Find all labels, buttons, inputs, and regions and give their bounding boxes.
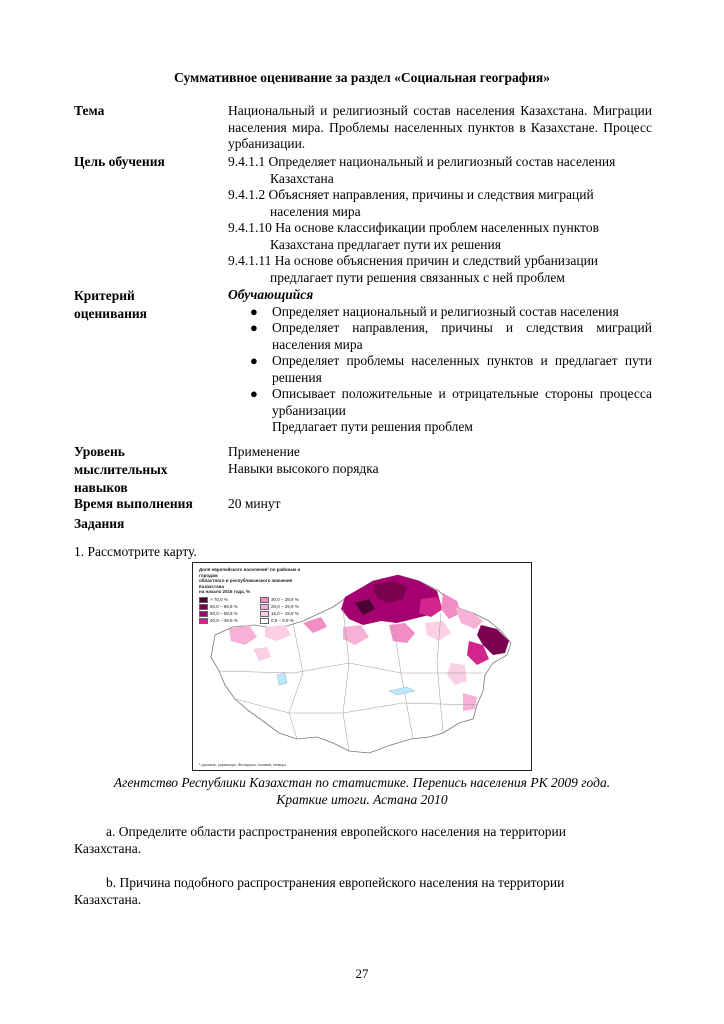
legend-title-line: Доля европейского населения¹ по районам и городам	[199, 567, 301, 578]
legend-label: 15,0 – 19,9 %	[271, 610, 299, 616]
question-b-text: b. Причина подобного распространения европейского населения на территории	[106, 875, 565, 890]
legend-title-line: на начало 2016 года, %	[199, 589, 251, 594]
tasks-label: Задания	[74, 516, 125, 531]
legend-swatch	[260, 604, 269, 610]
level-label-line: навыков	[74, 480, 128, 495]
level-label	[74, 443, 168, 497]
legend-item	[260, 618, 317, 624]
page-title: Суммативное оценивание за раздел «Социальная география»	[174, 70, 550, 85]
legend-swatch	[199, 604, 208, 610]
objective-item	[228, 220, 652, 253]
legend-swatch	[260, 618, 269, 624]
bullet-icon: ●	[250, 303, 258, 319]
legend-item	[199, 618, 256, 624]
criteria-list	[228, 304, 652, 420]
objective-text: 9.4.1.10 На основе классификации проблем населенных пунктов	[228, 220, 600, 235]
legend-label: > 70,0 %	[210, 596, 228, 602]
legend-item	[260, 597, 317, 603]
bullet-icon: ●	[250, 320, 258, 335]
legend-label: 40,0 – 49,9 %	[210, 617, 238, 623]
topic-label: Тема	[74, 103, 105, 118]
objective-item	[228, 154, 652, 187]
criteria-item-text: Определяет национальный и религиозный состав населения	[272, 303, 619, 319]
legend-item	[199, 611, 256, 617]
criteria-item-text: Определяет направления, причины и следствия миграций населения мира	[272, 320, 652, 352]
legend-swatch	[199, 597, 208, 603]
legend-item	[199, 604, 256, 610]
criteria-label	[74, 287, 147, 323]
legend-swatch	[260, 611, 269, 617]
level-value: Применение	[228, 444, 300, 459]
question-b	[74, 874, 652, 908]
level-values	[228, 444, 652, 477]
criteria-item-text: Определяет проблемы населенных пунктов и предлагает пути решения	[272, 353, 652, 385]
level-label-line: Уровень	[74, 444, 125, 459]
criteria-item-text: Описывает положительные и отрицательные стороны процесса урбанизации	[272, 386, 652, 418]
criteria-item	[228, 353, 652, 386]
legend-item	[260, 611, 317, 617]
legend-label: 50,0 – 59,9 %	[210, 610, 238, 616]
objective-item	[228, 253, 652, 286]
legend-label: 0,0 – 9,9 %	[271, 617, 294, 623]
legend-label: 30,0 – 39,9 %	[271, 596, 299, 602]
criteria-label-line: Критерий	[74, 288, 135, 303]
question-a-text: a. Определите области распространения европейского населения на территории	[106, 824, 566, 839]
legend-item	[199, 597, 256, 603]
task-1-intro: 1. Рассмотрите карту.	[74, 544, 197, 559]
legend-items	[199, 597, 317, 624]
map-caption	[0, 774, 724, 808]
level-label-line: мыслительных	[74, 462, 168, 477]
time-value: 20 минут	[228, 496, 281, 511]
criteria-block	[228, 287, 652, 436]
objective-item	[228, 187, 652, 220]
question-b-text-cont: Казахстана.	[74, 892, 142, 907]
objective-text-cont: населения мира	[270, 203, 361, 219]
criteria-extra: Предлагает пути решения проблем	[272, 419, 473, 434]
objective-text: 9.4.1.2 Объясняет направления, причины и следствия миграций	[228, 187, 594, 202]
map-caption-line: Краткие итоги. Астана 2010	[276, 792, 448, 807]
criteria-label-line: оценивания	[74, 306, 147, 321]
question-a	[74, 823, 652, 857]
criteria-item	[228, 320, 652, 353]
goal-label: Цель обучения	[74, 154, 165, 169]
legend-swatch	[199, 618, 208, 624]
legend-item	[260, 604, 317, 610]
page-number: 27	[355, 966, 369, 981]
legend-title	[199, 567, 317, 595]
objective-text-cont: предлагает пути решения связанных с ней проблем	[270, 269, 565, 285]
criteria-head: Обучающийся	[228, 287, 314, 302]
bullet-icon: ●	[250, 353, 258, 368]
time-label: Время выполнения	[74, 496, 193, 511]
legend-swatch	[260, 597, 269, 603]
legend-title-line: областного и республиканского значения Казахстана	[199, 578, 293, 589]
map-caption-line: Агентство Республики Казахстан по статистике. Перепись населения РК 2009 года.	[113, 775, 611, 790]
question-a-text-cont: Казахстана.	[74, 841, 142, 856]
topic-text: Национальный и религиозный состав населения Казахстана. Миграции населения мира. Проблемы населенных пунктов в Казахстане. Процесс урбанизации.	[228, 103, 652, 151]
objective-text: 9.4.1.11 На основе объяснения причин и следствий урбанизации	[228, 253, 599, 268]
map-legend	[199, 567, 317, 624]
bullet-icon: ●	[250, 386, 258, 401]
objective-text-cont: Казахстана предлагает пути их решения	[270, 236, 501, 252]
objective-text: 9.4.1.1 Определяет национальный и религиозный состав населения	[228, 154, 616, 169]
legend-label: 20,0 – 29,9 %	[271, 603, 299, 609]
criteria-item	[228, 386, 652, 419]
population-map	[192, 562, 532, 771]
legend-swatch	[199, 611, 208, 617]
map-footnote: ¹ русские, украинцы, белорусы, поляки, немцы	[199, 762, 286, 767]
legend-label: 60,0 – 69,9 %	[210, 603, 238, 609]
level-value: Навыки высокого порядка	[228, 460, 379, 476]
objective-text-cont: Казахстана	[270, 170, 334, 186]
criteria-item	[228, 304, 652, 321]
goal-objectives	[228, 154, 652, 286]
